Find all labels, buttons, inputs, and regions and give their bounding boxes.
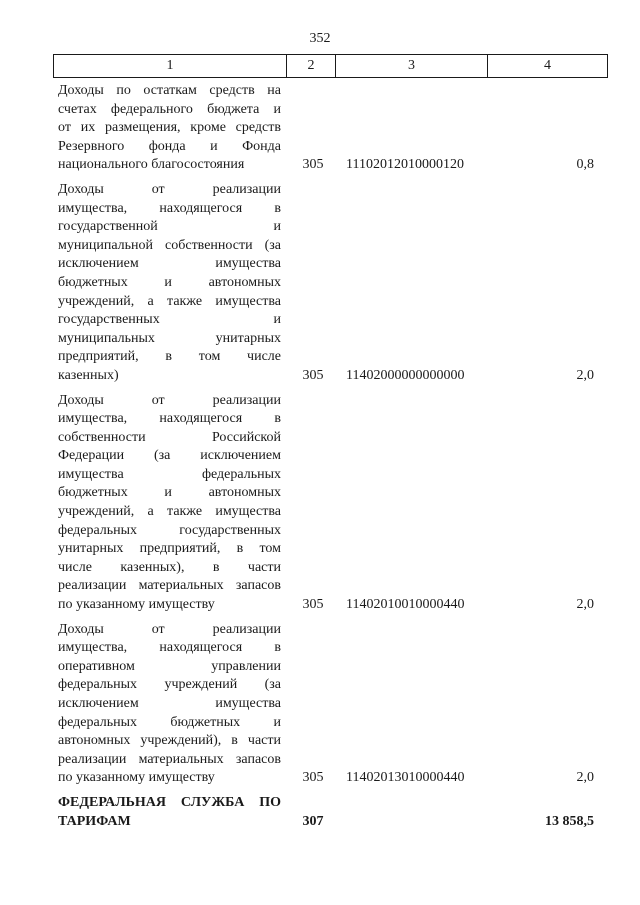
description-line: реализации материальных запасов: [58, 578, 281, 594]
description-line: муниципальной собственности (за: [58, 237, 281, 253]
row-budget-code: 11402010010000440: [346, 597, 465, 613]
table-row: [58, 392, 596, 615]
description-line: казенных): [58, 367, 119, 383]
description-line: от их размещения, кроме средств: [58, 120, 281, 136]
row-amount: 0,8: [576, 157, 594, 173]
row-budget-code: 11402000000000000: [346, 367, 465, 383]
description-line: государственных и: [58, 312, 281, 328]
row-amount: 13 858,5: [545, 813, 594, 829]
page-number: 352: [309, 31, 331, 46]
description-line: реализации материальных запасов: [58, 751, 281, 767]
table-row: [58, 181, 596, 386]
description-line: исключением имущества: [58, 696, 281, 711]
description-line: учреждений, а также имущества: [58, 504, 281, 520]
description-line: бюджетных и автономных: [58, 485, 281, 501]
description-line: по указанному имуществу: [58, 770, 215, 786]
row-admin-code: 305: [302, 157, 324, 173]
row-description: [58, 392, 281, 615]
description-line: имущества, находящегося в: [58, 200, 281, 216]
description-line: Доходы от реализации: [58, 181, 281, 197]
description-line: федеральных учреждений (за: [58, 677, 281, 693]
row-description: [58, 621, 281, 788]
table-row: [58, 794, 596, 831]
row-admin-code: 305: [302, 770, 324, 786]
row-description: [58, 82, 281, 175]
table-body: [58, 82, 596, 831]
description-line: ТАРИФАМ: [58, 813, 131, 829]
description-line: бюджетных и автономных: [58, 274, 281, 290]
description-line: Доходы от реализации: [58, 621, 281, 637]
description-line: оперативном управлении: [58, 658, 281, 674]
description-line: учреждений, а также имущества: [58, 293, 281, 309]
description-line: Доходы по остаткам средств на: [58, 83, 281, 98]
description-line: имущества, находящегося в: [58, 411, 281, 427]
row-budget-code: 11102012010000120: [346, 157, 464, 173]
description-line: Резервного фонда и Фонда: [58, 138, 281, 154]
description-line: исключением имущества: [58, 256, 281, 272]
table-header-col-2: 2: [287, 55, 336, 77]
description-line: национального благосостояния: [58, 157, 245, 173]
description-line: имущества, находящегося в: [58, 640, 281, 656]
description-line: собственности Российской: [58, 429, 281, 445]
row-admin-code: 307: [302, 813, 324, 829]
row-amount: 2,0: [576, 597, 594, 613]
row-admin-code: 305: [302, 367, 324, 383]
table-row: [58, 621, 596, 788]
description-line: числе казенных), в части: [58, 559, 281, 575]
table-header-col-1: 1: [54, 55, 287, 77]
description-line: Федерации (за исключением: [58, 448, 281, 464]
description-line: Доходы от реализации: [58, 392, 281, 408]
table-header-row: [53, 54, 608, 78]
description-line: по указанному имуществу: [58, 597, 215, 613]
row-amount: 2,0: [576, 367, 594, 383]
table-header-col-4: 4: [544, 58, 551, 73]
description-line: имущества федеральных: [58, 466, 281, 482]
table-header-col-3: 3: [336, 55, 488, 77]
description-line: государственной и: [58, 219, 281, 235]
row-description: [58, 181, 281, 386]
description-line: федеральных государственных: [58, 522, 281, 538]
row-amount: 2,0: [576, 770, 594, 786]
description-line: автономных учреждений), в части: [58, 733, 281, 749]
description-line: ФЕДЕРАЛЬНАЯ СЛУЖБА ПО: [58, 794, 281, 810]
table-row: [58, 82, 596, 175]
description-line: федеральных бюджетных и: [58, 714, 281, 730]
description-line: муниципальных унитарных: [58, 330, 281, 346]
row-admin-code: 305: [302, 597, 324, 613]
description-line: предприятий, в том числе: [58, 349, 281, 365]
row-budget-code: 11402013010000440: [346, 770, 465, 786]
description-line: счетах федерального бюджета и: [58, 101, 281, 117]
row-description: [58, 794, 281, 831]
description-line: унитарных предприятий, в том: [58, 541, 281, 557]
